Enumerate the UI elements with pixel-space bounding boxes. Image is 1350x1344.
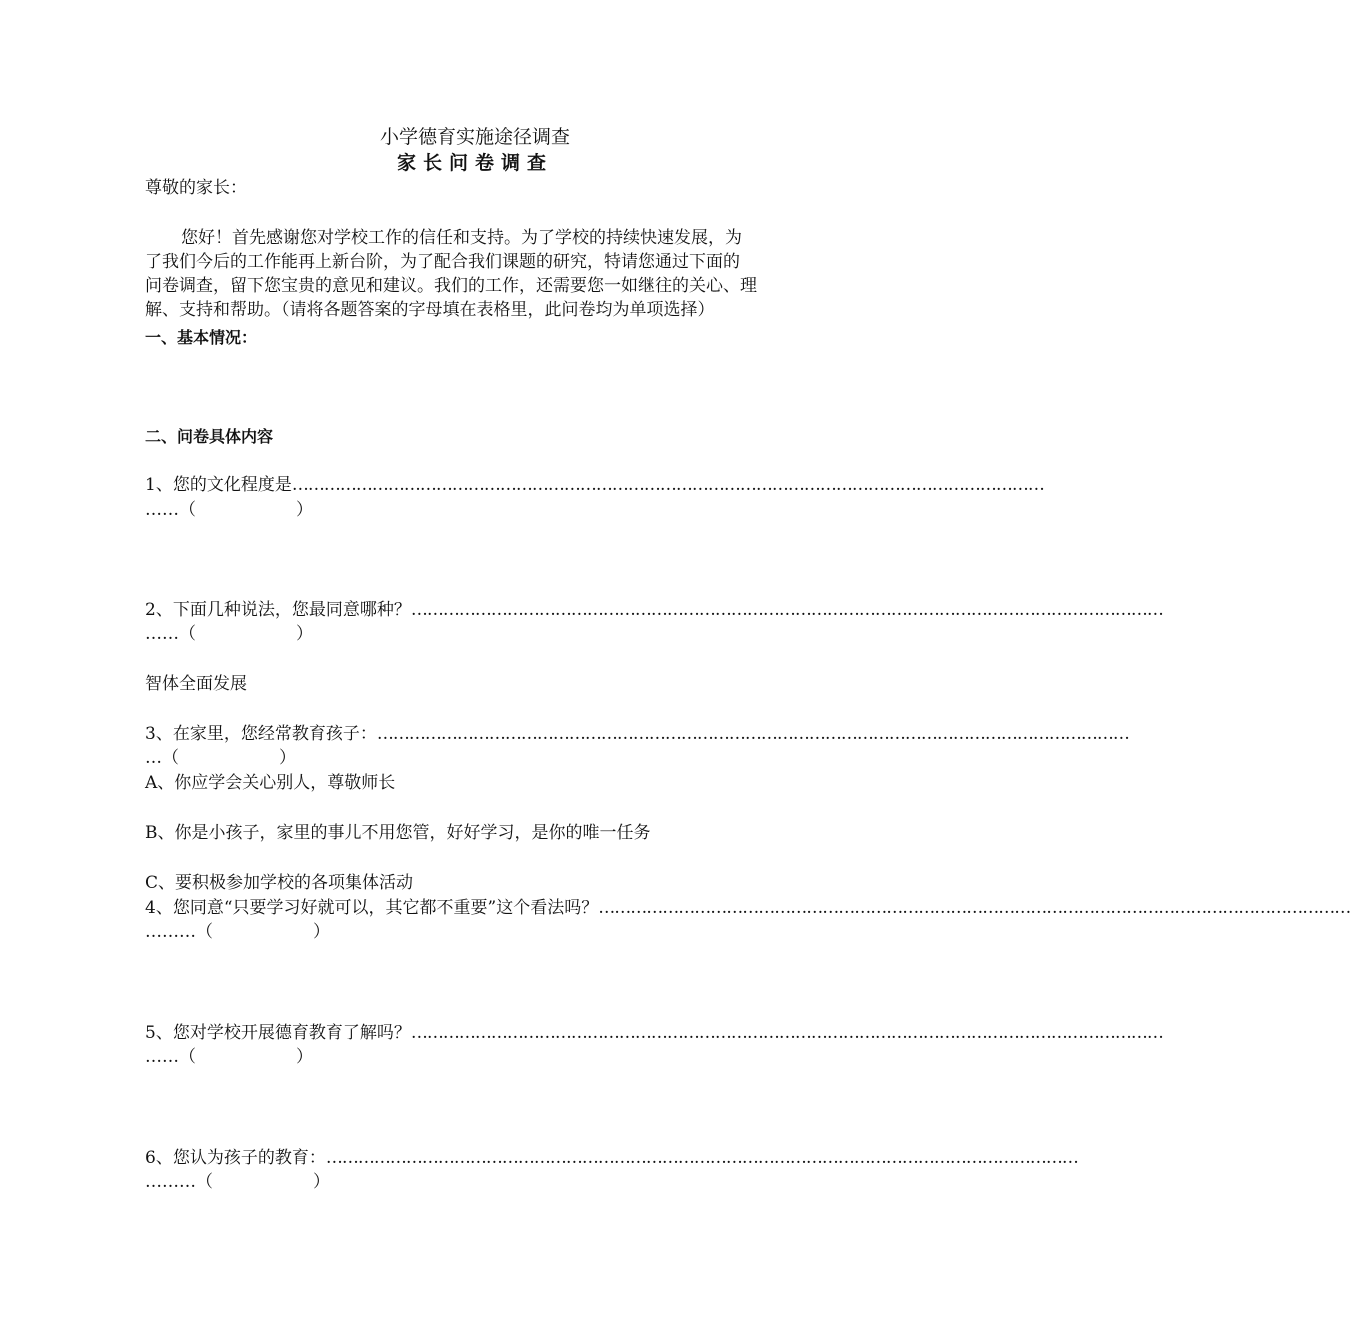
answer-line-4 bbox=[145, 920, 810, 944]
answer-line-3 bbox=[145, 746, 810, 770]
answer-close: ） bbox=[296, 624, 313, 644]
question-text: 3、在家里，您经常教育孩子： bbox=[145, 724, 377, 744]
dot-leader: …………………………………………………………………………………………………………………………… bbox=[376, 724, 1129, 744]
dot-leader: …………………………………………………………………………………………………………………………… bbox=[598, 898, 1350, 918]
question-text: 6、您认为孩子的教育： bbox=[145, 1148, 326, 1168]
section-basic-info: 一、基本情况： bbox=[145, 328, 258, 347]
question-text: 2、下面几种说法，您最同意哪种？ bbox=[145, 600, 411, 620]
answer-open: ………（ bbox=[145, 1172, 213, 1192]
answer-close: ） bbox=[313, 1172, 330, 1192]
answer-open: ……（ bbox=[145, 1047, 196, 1067]
answer-line-1 bbox=[145, 498, 810, 522]
answer-line-2 bbox=[145, 622, 810, 646]
option-b: B、你是小孩子，家里的事儿不用您管，好好学习，是你的唯一任务 bbox=[145, 823, 651, 843]
answer-line-6 bbox=[145, 1170, 810, 1194]
intro-line-2: 了我们今后的工作能再上新台阶，为了配合我们课题的研究，特请您通过下面的 bbox=[145, 252, 740, 272]
answer-open: ……（ bbox=[145, 500, 196, 520]
intro-line-1: 您好！首先感谢您对学校工作的信任和支持。为了学校的持续快速发展，为 bbox=[181, 228, 742, 248]
answer-line-5 bbox=[145, 1045, 810, 1069]
intro-line-3: 问卷调查，留下您宝贵的意见和建议。我们的工作，还需要您一如继往的关心、理 bbox=[145, 276, 757, 296]
answer-close: ） bbox=[296, 500, 313, 520]
question-4 bbox=[145, 896, 1350, 920]
greeting: 尊敬的家长： bbox=[145, 178, 247, 198]
question-5 bbox=[145, 1021, 1163, 1045]
answer-close: ） bbox=[296, 1047, 313, 1067]
dot-leader: …………………………………………………………………………………………………………………………… bbox=[325, 1148, 1078, 1168]
question-text: 4、您同意“只要学习好就可以，其它都不重要”这个看法吗？ bbox=[145, 898, 599, 918]
dot-leader: …………………………………………………………………………………………………………………………… bbox=[291, 475, 1044, 495]
answer-open: ………（ bbox=[145, 922, 213, 942]
question-text: 1、您的文化程度是 bbox=[145, 475, 292, 495]
answer-open: ……（ bbox=[145, 624, 196, 644]
question-text: 5、您对学校开展德育教育了解吗？ bbox=[145, 1023, 411, 1043]
dot-leader: …………………………………………………………………………………………………………………………… bbox=[410, 1023, 1163, 1043]
options-2-cont: 智体全面发展 bbox=[145, 674, 247, 694]
answer-open: …（ bbox=[145, 748, 179, 768]
question-1 bbox=[145, 473, 1044, 497]
question-3 bbox=[145, 722, 1129, 746]
section-questions: 二、问卷具体内容 bbox=[145, 427, 274, 446]
option-c: C、要积极参加学校的各项集体活动 bbox=[145, 873, 414, 893]
intro-line-4: 解、支持和帮助。（请将各题答案的字母填在表格里，此问卷均为单项选择） bbox=[145, 300, 715, 320]
answer-close: ） bbox=[279, 748, 296, 768]
dot-leader: …………………………………………………………………………………………………………………………… bbox=[410, 600, 1163, 620]
question-6 bbox=[145, 1146, 1078, 1170]
option-a: A、你应学会关心别人，尊敬师长 bbox=[145, 773, 396, 793]
question-2 bbox=[145, 598, 1163, 622]
document-subtitle: 家长问卷调查 bbox=[396, 152, 553, 174]
answer-close: ） bbox=[313, 922, 330, 942]
document-title: 小学德育实施途径调查 bbox=[379, 126, 570, 148]
